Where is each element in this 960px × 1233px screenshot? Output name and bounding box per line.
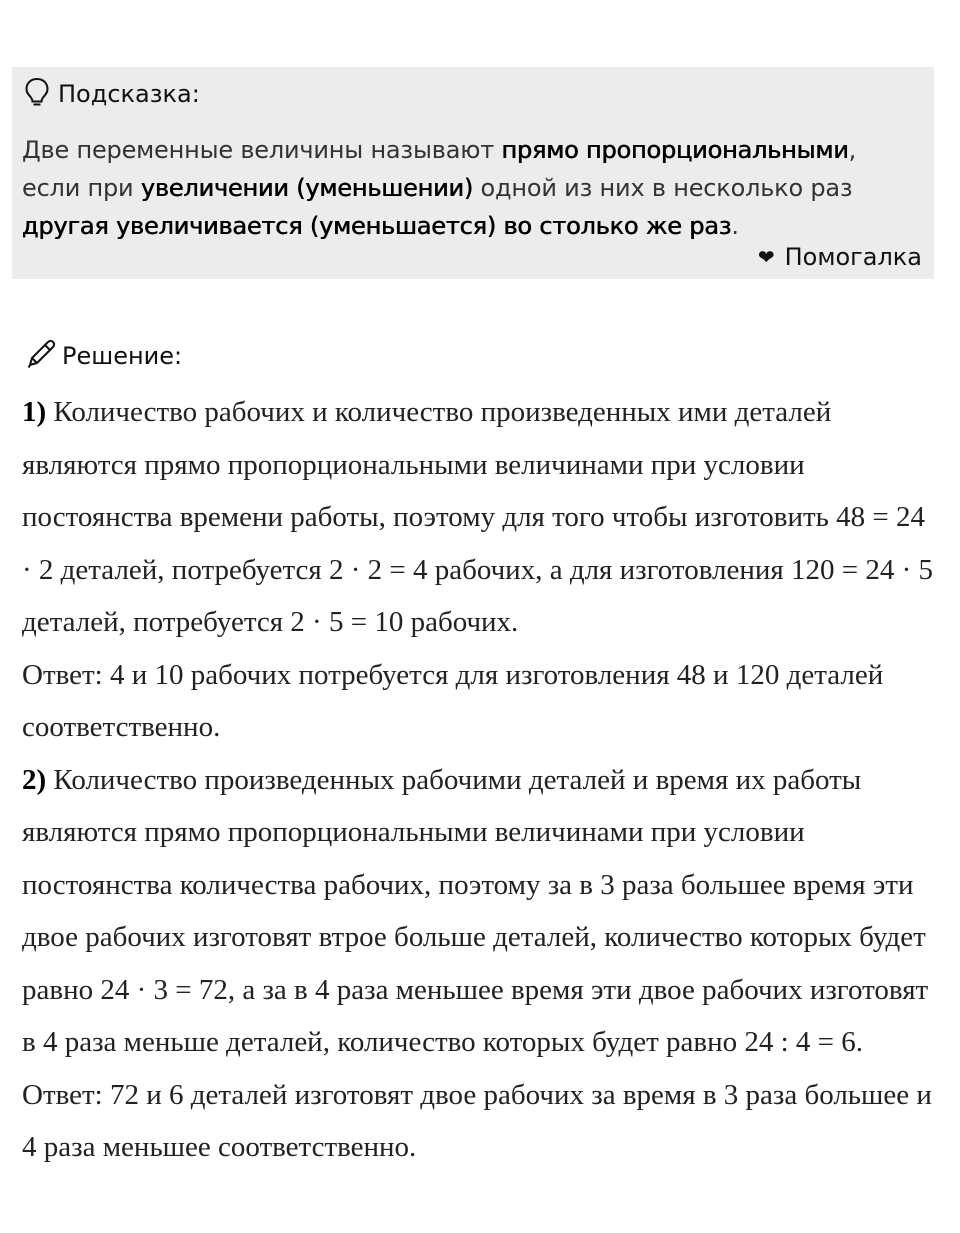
hint-header <box>24 77 200 111</box>
hint-text-segment: одной из них в несколько раз <box>473 174 853 202</box>
answer-2: Ответ: 72 и 6 деталей изготовят двое рабочих за время в 3 раза большее и 4 раза меньшее соответственно. <box>22 1078 932 1163</box>
hint-text <box>22 131 922 245</box>
solution-part-2 <box>22 754 937 1069</box>
part-text: Количество рабочих и количество произведенных ими деталей являются прямо пропорциональными величинами при условии постоянства времени работы, поэтому для того чтобы изготовить 48 = 24 · 2 деталей, потребуется 2 · 2 = 4 рабочих, а для изготовления 120 = 24 · 5 деталей, потребуется 2 · 5 = 10 рабочих. <box>22 396 933 638</box>
part-number: 1) <box>22 396 47 428</box>
hint-text-segment: Две переменные величины называют <box>22 136 502 164</box>
solution-body <box>22 386 937 1174</box>
brand-name: Помогалка <box>784 243 922 271</box>
part-text: Количество произведенных рабочими деталей и время их работы являются прямо пропорциональными величинами при условии постоянства количества рабочих, поэтому за в 3 раза большее время эти двое рабочих изготовят втрое больше деталей, количество которых будет равно 24 · 3 = 72, а за в 4 раза меньшее время эти двое рабочих изготовят в 4 раза меньше деталей, количество которых будет равно 24 : 4 = 6. <box>22 763 929 1058</box>
part-number: 2) <box>22 763 47 796</box>
hint-title: Подсказка: <box>58 80 200 108</box>
solution-header <box>24 338 182 374</box>
solution-part-1 <box>22 386 937 649</box>
hint-bold-term: увеличении (уменьшении) <box>140 174 474 202</box>
hint-text-segment: если при <box>22 174 141 202</box>
hint-text-segment: . <box>731 212 739 240</box>
hint-box <box>12 67 934 279</box>
hint-bold-term: другая увеличивается (уменьшается) во столько же раз <box>22 212 732 240</box>
heart-icon: ❤ <box>757 245 775 269</box>
answer-1: Ответ: 4 и 10 рабочих потребуется для изготовления 48 и 120 деталей соответственно. <box>22 658 884 743</box>
lightbulb-icon <box>24 77 50 111</box>
hint-bold-term: прямо пропорциональными <box>501 136 849 164</box>
solution-title: Решение: <box>62 342 183 370</box>
pencil-icon <box>24 338 58 374</box>
brand-label <box>758 243 922 271</box>
hint-text-segment: , <box>848 136 857 164</box>
